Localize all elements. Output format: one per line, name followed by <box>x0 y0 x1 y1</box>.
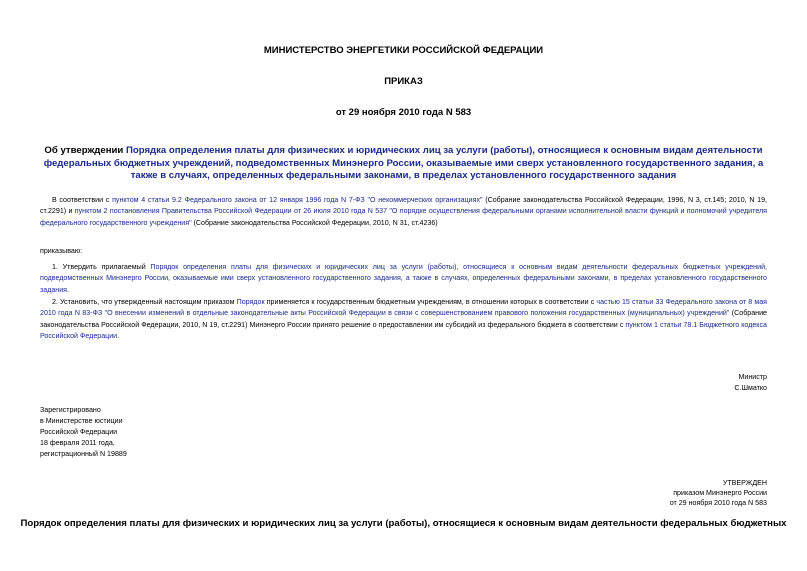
signature-name: С.Шматко <box>734 384 767 392</box>
registration-block <box>40 405 127 460</box>
budget-code-link[interactable]: пунктом 1 статьи 78.1 Бюджетного кодекса Российской Федерации <box>40 320 767 340</box>
document-type: ПРИКАЗ <box>384 76 423 87</box>
item-2-text-3: (Собрание законодательства Российской Федерации, 2010, N 19, ст.2291) Минэнерго России принято решение о предоставлении им субсидий из федерального бюджета в соответствии с <box>40 309 767 329</box>
document-title <box>30 145 777 183</box>
signature-position: Министр <box>738 373 767 381</box>
ministry-heading: МИНИСТЕРСТВО ЭНЕРГЕТИКИ РОССИЙСКОЙ ФЕДЕРАЦИИ <box>263 45 544 56</box>
registration-line: регистрационный N 19889 <box>40 450 127 458</box>
resolution-537-link[interactable]: пунктом 2 постановления Правительства Российской Федерации от 26 июля 2010 года N 537 "О порядке осуществления федеральными органами исполнительной власти функций и полномочий учредителя федерального государственного учреждения" <box>40 207 768 227</box>
law-83fz-link[interactable]: частью 15 статьи 33 Федерального закона от 8 мая 2010 года N 83-ФЗ "О внесении изменений в отдельные законодательные акты Российской Федерации в связи с совершенствованием правового положения государственных (муниципальных) учреждений" <box>40 298 767 318</box>
document-date-number: от 29 ноября 2010 года N 583 <box>335 107 472 118</box>
procedure-short-link[interactable]: Порядок <box>236 298 265 306</box>
signature-block <box>734 372 767 394</box>
registration-line: в Министерстве юстиции <box>40 417 123 425</box>
registration-line: Российской Федерации <box>40 428 118 436</box>
law-7fz-link[interactable]: пунктом 4 статьи 9.2 Федерального закона от 12 января 1996 года N 7-ФЗ "О некоммерческих организациях" <box>112 196 483 204</box>
item-2-text-1: 2. Установить, что утвержденный настоящим приказом <box>52 298 237 306</box>
approval-line: от 29 ноября 2010 года N 583 <box>669 499 767 507</box>
procedure-title: Порядок определения платы для физических и юридических лиц за услуги (работы), относящиеся к основным видам деятельности федеральных бюджетных <box>20 518 787 529</box>
title-link[interactable]: Порядка определения платы для физических и юридических лиц за услуги (работы), относящиеся к основным видам деятельности федеральных бюджетных учреждений, подведомственных Минэнерго России, оказываемые ими сверх установленного государственного задания, а также в случаях, определенных федеральными законами, в пределах установленного государственного задания <box>43 145 764 181</box>
preamble-text-1: В соответствии с <box>52 196 113 204</box>
item-1-text-2: . <box>67 285 69 294</box>
approval-block <box>670 478 767 508</box>
item-2-text-4: . <box>117 331 120 340</box>
approval-line: УТВЕРЖДЕН <box>722 479 767 487</box>
registration-line: Зарегистрировано <box>40 406 101 414</box>
preamble-paragraph <box>40 195 767 229</box>
title-prefix: Об утверждении <box>44 145 126 156</box>
preamble-text-2: (Собрание законодательства Российской Федерации, 1996, N 3, ст.145; 2010, N 19, ст.2291) и <box>40 196 768 216</box>
registration-line: 18 февраля 2011 года, <box>40 439 115 447</box>
item-2-paragraph <box>40 297 767 342</box>
item-1-text-1: 1. Утвердить прилагаемый <box>52 263 151 271</box>
item-2-text-2: применяется к государственным бюджетным учреждениям, в отношении которых в соответствии с <box>264 298 597 306</box>
preamble-text-3: (Собрание законодательства Российской Федерации, 2010, N 31, ст.4236) <box>191 218 438 227</box>
order-word: приказываю: <box>40 247 83 255</box>
procedure-link[interactable]: Порядок определения платы для физических и юридических лиц за услуги (работы), относящиеся к основным видам деятельности федеральных бюджетных учреждений, подведомственных Минэнерго России, оказываемые ими сверх установленного государственного задания, а также в случаях, определенных федеральными законами, в пределах установленного государственного задания <box>40 263 767 294</box>
approval-line: приказом Минэнерго России <box>673 489 767 497</box>
item-1-paragraph <box>40 262 767 296</box>
